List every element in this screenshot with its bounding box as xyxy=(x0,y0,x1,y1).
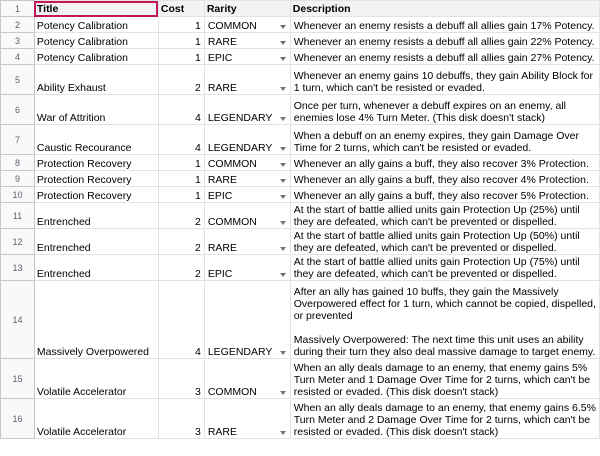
dropdown-arrow-icon[interactable] xyxy=(280,57,286,61)
table-row xyxy=(1,171,600,187)
cell-cost[interactable]: 3 xyxy=(158,359,204,399)
dropdown-arrow-icon[interactable] xyxy=(280,163,286,167)
cell-description[interactable] xyxy=(290,17,599,33)
rarity-dropdown[interactable] xyxy=(204,203,290,229)
dropdown-arrow-icon[interactable] xyxy=(280,247,286,251)
cell-description[interactable] xyxy=(290,255,599,281)
description-paragraph: When a debuff on an enemy expires, they gain Damage Over Time for 2 turns, which can't be resisted or evaded. xyxy=(293,130,579,154)
rarity-value: RARE xyxy=(207,426,238,438)
row-number[interactable]: 3 xyxy=(1,33,35,49)
rarity-value: LEGENDARY xyxy=(207,112,273,124)
rarity-value: COMMON xyxy=(207,20,257,32)
cell-title[interactable]: Ability Exhaust xyxy=(34,65,158,95)
row-number[interactable]: 10 xyxy=(1,187,35,203)
cell-cost[interactable]: 2 xyxy=(158,255,204,281)
dropdown-arrow-icon[interactable] xyxy=(280,87,286,91)
cell-title[interactable]: Potency Calibration xyxy=(34,33,158,49)
cell-title[interactable]: Potency Calibration xyxy=(34,17,158,33)
rarity-value: RARE xyxy=(207,242,238,254)
rarity-dropdown[interactable] xyxy=(204,95,290,125)
dropdown-arrow-icon[interactable] xyxy=(280,147,286,151)
description-paragraph: At the start of battle allied units gain Protection Up (75%) until they are defeated, which can't be prevented or dispelled. xyxy=(293,256,580,280)
description-paragraph: When an ally deals damage to an enemy, that enemy gains 6.5% Turn Meter and 2 Damage Over Time for 2 turns, which can't be resisted or evaded. (This disk doesn't stack) xyxy=(293,402,596,438)
rarity-dropdown[interactable] xyxy=(204,187,290,203)
row-number[interactable]: 15 xyxy=(1,359,35,399)
row-number[interactable]: 9 xyxy=(1,171,35,187)
cell-description[interactable] xyxy=(290,359,599,399)
rarity-value: COMMON xyxy=(207,216,257,228)
rarity-dropdown[interactable] xyxy=(204,17,290,33)
table-row xyxy=(1,187,600,203)
rarity-dropdown[interactable] xyxy=(204,399,290,439)
table-row xyxy=(1,281,600,359)
row-number[interactable]: 12 xyxy=(1,229,35,255)
table-row xyxy=(1,399,600,439)
row-number[interactable]: 16 xyxy=(1,399,35,439)
cell-title[interactable]: Protection Recovery xyxy=(34,187,158,203)
cell-title[interactable]: Entrenched xyxy=(34,203,158,229)
rarity-value: EPIC xyxy=(207,52,233,64)
cell-cost[interactable]: 4 xyxy=(158,281,204,359)
rarity-value: LEGENDARY xyxy=(207,346,273,358)
cell-title[interactable]: Entrenched xyxy=(34,255,158,281)
cell-description[interactable] xyxy=(290,203,599,229)
dropdown-arrow-icon[interactable] xyxy=(280,391,286,395)
description-paragraph: At the start of battle allied units gain Protection Up (50%) until they are defeated, which can't be prevented or dispelled. xyxy=(293,230,580,254)
cell-title[interactable]: Volatile Accelerator xyxy=(34,359,158,399)
cell-cost[interactable]: 1 xyxy=(158,171,204,187)
row-number[interactable]: 6 xyxy=(1,95,35,125)
cell-title[interactable]: Massively Overpowered xyxy=(34,281,158,359)
dropdown-arrow-icon[interactable] xyxy=(280,41,286,45)
rarity-dropdown[interactable] xyxy=(204,33,290,49)
header-row xyxy=(1,1,600,17)
row-number[interactable]: 14 xyxy=(1,281,35,359)
cell-cost[interactable]: 1 xyxy=(158,187,204,203)
table-row xyxy=(1,155,600,171)
rarity-value: COMMON xyxy=(207,158,257,170)
cell-title[interactable]: Potency Calibration xyxy=(34,49,158,65)
rarity-dropdown[interactable] xyxy=(204,171,290,187)
cell-description[interactable] xyxy=(290,229,599,255)
cell-cost[interactable]: 2 xyxy=(158,229,204,255)
rarity-dropdown[interactable] xyxy=(204,125,290,155)
rarity-value: RARE xyxy=(207,82,238,94)
rarity-dropdown[interactable] xyxy=(204,359,290,399)
description-paragraph: Whenever an enemy resists a debuff all allies gain 22% Potency. xyxy=(293,36,595,48)
table-row xyxy=(1,255,600,281)
cell-cost[interactable]: 2 xyxy=(158,203,204,229)
row-number[interactable]: 11 xyxy=(1,203,35,229)
table-row xyxy=(1,359,600,399)
cell-title[interactable]: Volatile Accelerator xyxy=(34,399,158,439)
table-row xyxy=(1,229,600,255)
dropdown-arrow-icon[interactable] xyxy=(280,195,286,199)
cell-description[interactable] xyxy=(290,171,599,187)
description-paragraph: Whenever an enemy resists a debuff all allies gain 17% Potency. xyxy=(293,20,595,32)
rarity-dropdown[interactable] xyxy=(204,49,290,65)
cell-cost[interactable]: 2 xyxy=(158,65,204,95)
description-paragraph: Whenever an enemy resists a debuff all allies gain 27% Potency. xyxy=(293,52,595,64)
rarity-value: EPIC xyxy=(207,190,233,202)
row-number[interactable]: 2 xyxy=(1,17,35,33)
cell-description[interactable] xyxy=(290,125,599,155)
description-paragraph: Massively Overpowered: The next time this unit uses an ability during their turn they also deal massive damage to target enemy. xyxy=(293,334,596,358)
table-row xyxy=(1,95,600,125)
rarity-dropdown[interactable] xyxy=(204,255,290,281)
cell-cost[interactable]: 1 xyxy=(158,33,204,49)
dropdown-arrow-icon[interactable] xyxy=(280,25,286,29)
rarity-value: EPIC xyxy=(207,268,233,280)
cell-title[interactable]: Entrenched xyxy=(34,229,158,255)
dropdown-arrow-icon[interactable] xyxy=(280,179,286,183)
header-description[interactable]: Description xyxy=(290,1,599,17)
cell-cost[interactable]: 1 xyxy=(158,17,204,33)
table-row xyxy=(1,125,600,155)
description-paragraph: Whenever an ally gains a buff, they also recover 5% Protection. xyxy=(293,190,589,202)
table-row xyxy=(1,49,600,65)
row-number[interactable]: 13 xyxy=(1,255,35,281)
cell-description[interactable] xyxy=(290,281,599,359)
table-row xyxy=(1,203,600,229)
header-title[interactable]: Title xyxy=(34,1,158,17)
dropdown-arrow-icon[interactable] xyxy=(280,117,286,121)
table-row xyxy=(1,65,600,95)
paragraph-gap xyxy=(294,322,596,334)
table-row xyxy=(1,17,600,33)
description-paragraph: Once per turn, whenever a debuff expires on an enemy, all enemies lose 4% Turn Meter. (This disk doesn't stack) xyxy=(293,100,566,124)
description-paragraph: Whenever an enemy gains 10 debuffs, they gain Ability Block for 1 turn, which can't be resisted or evaded. xyxy=(293,70,593,94)
row-number[interactable]: 1 xyxy=(1,1,35,17)
cell-description[interactable] xyxy=(290,49,599,65)
row-number[interactable]: 5 xyxy=(1,65,35,95)
description-paragraph: At the start of battle allied units gain Protection Up (25%) until they are defeated, which can't be prevented or dispelled. xyxy=(293,204,580,228)
cell-description[interactable] xyxy=(290,95,599,125)
rarity-value: RARE xyxy=(207,174,238,186)
header-cost[interactable]: Cost xyxy=(158,1,204,17)
rarity-dropdown[interactable] xyxy=(204,155,290,171)
header-rarity[interactable]: Rarity xyxy=(204,1,290,17)
rarity-value: LEGENDARY xyxy=(207,142,273,154)
cell-description[interactable] xyxy=(290,65,599,95)
cell-cost[interactable]: 4 xyxy=(158,125,204,155)
cell-description[interactable] xyxy=(290,187,599,203)
dropdown-arrow-icon[interactable] xyxy=(280,351,286,355)
cell-description[interactable] xyxy=(290,399,599,439)
cell-title[interactable]: War of Attrition xyxy=(34,95,158,125)
rarity-dropdown[interactable] xyxy=(204,281,290,359)
cell-description[interactable] xyxy=(290,155,599,171)
row-number[interactable]: 8 xyxy=(1,155,35,171)
cell-title[interactable]: Caustic Recourance xyxy=(34,125,158,155)
cell-cost[interactable]: 4 xyxy=(158,95,204,125)
description-paragraph: Whenever an ally gains a buff, they also recover 3% Protection. xyxy=(293,158,589,170)
dropdown-arrow-icon[interactable] xyxy=(280,431,286,435)
description-paragraph: After an ally has gained 10 buffs, they gain the Massively Overpowered effect for 1 turn, which cannot be copied, dispelled, or prevented xyxy=(293,286,596,322)
row-number[interactable]: 7 xyxy=(1,125,35,155)
description-paragraph: When an ally deals damage to an enemy, that enemy gains 5% Turn Meter and 1 Damage Over Time for 2 turns, which can't be resisted or evaded. (This disk doesn't stack) xyxy=(293,362,591,398)
description-paragraph: Whenever an ally gains a buff, they also recover 4% Protection. xyxy=(293,174,589,186)
rarity-value: RARE xyxy=(207,36,238,48)
cell-cost[interactable]: 3 xyxy=(158,399,204,439)
table-row xyxy=(1,33,600,49)
cell-cost[interactable]: 1 xyxy=(158,155,204,171)
cell-title[interactable]: Protection Recovery xyxy=(34,171,158,187)
cell-title[interactable]: Protection Recovery xyxy=(34,155,158,171)
dropdown-arrow-icon[interactable] xyxy=(280,221,286,225)
cell-description[interactable] xyxy=(290,33,599,49)
cell-cost[interactable]: 1 xyxy=(158,49,204,65)
rarity-dropdown[interactable] xyxy=(204,65,290,95)
rarity-value: COMMON xyxy=(207,386,257,398)
row-number[interactable]: 4 xyxy=(1,49,35,65)
rarity-dropdown[interactable] xyxy=(204,229,290,255)
dropdown-arrow-icon[interactable] xyxy=(280,273,286,277)
